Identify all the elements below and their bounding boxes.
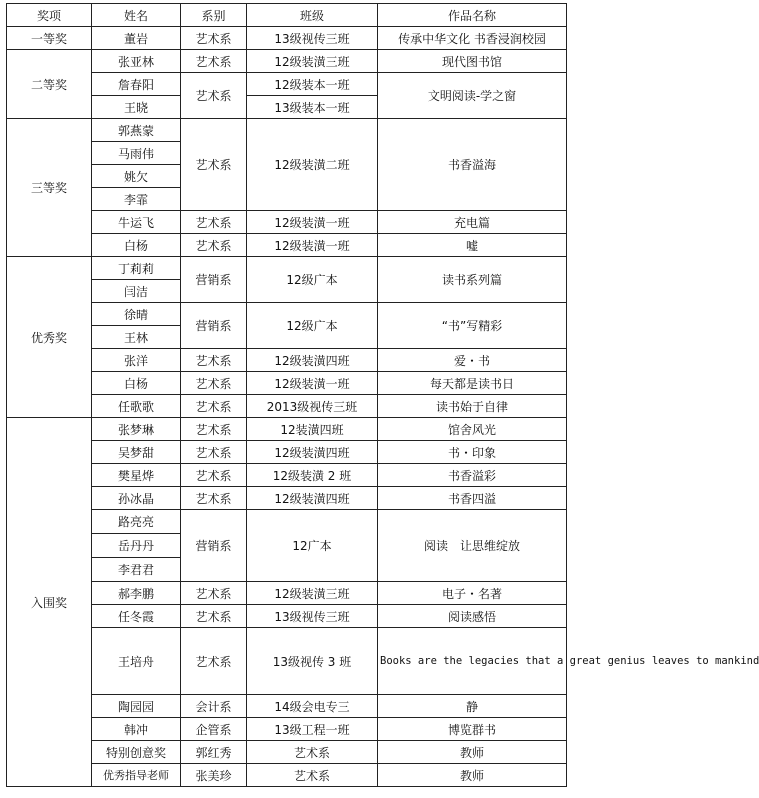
work-cell: 阅读感悟 [378,605,567,628]
dept-cell: 企管系 [181,718,247,741]
name-cell: 路亮亮 [92,510,181,534]
work-cell: 传承中华文化 书香浸润校园 [378,27,567,50]
work-cell: 书香溢彩 [378,464,567,487]
work-cell: 读书系列篇 [378,257,567,303]
name-cell: 樊星烨 [92,464,181,487]
work-cell: 文明阅读-学之窗 [378,73,567,119]
work-cell: 书・印象 [378,441,567,464]
name-cell: 董岩 [92,27,181,50]
class-cell: 12装潢四班 [247,418,378,441]
dept-cell: 艺术系 [181,234,247,257]
dept-cell: 艺术系 [181,441,247,464]
header-award: 奖项 [7,4,92,27]
name-cell: 张洋 [92,349,181,372]
work-cell: 博览群书 [378,718,567,741]
name-cell: 王晓 [92,96,181,119]
dept-cell: 营销系 [181,510,247,582]
dept-cell: 艺术系 [181,487,247,510]
table-row [7,50,567,73]
name-cell: 郭红秀 [181,741,247,764]
class-cell: 教师 [378,741,567,764]
work-cell: 充电篇 [378,211,567,234]
class-cell: 13级工程一班 [247,718,378,741]
dept-cell: 艺术系 [181,395,247,418]
name-cell: 郝李鹏 [92,582,181,605]
work-cell: 馆舍风光 [378,418,567,441]
class-cell: 12级装本一班 [247,73,378,96]
name-cell: 詹春阳 [92,73,181,96]
work-cell: 读书始于自律 [378,395,567,418]
dept-cell: 艺术系 [181,73,247,119]
name-cell: 李霏 [92,188,181,211]
name-cell: 李君君 [92,558,181,582]
name-cell: 张梦琳 [92,418,181,441]
work-cell: 阅读 让思维绽放 [378,510,567,582]
class-cell: 12广本 [247,510,378,582]
award-first: 一等奖 [7,27,92,50]
dept-cell: 艺术系 [247,764,378,787]
dept-cell: 艺术系 [181,349,247,372]
class-cell: 12级装潢三班 [247,50,378,73]
name-cell: 牛运飞 [92,211,181,234]
work-cell: 书香四溢 [378,487,567,510]
dept-cell: 艺术系 [181,50,247,73]
class-cell: 2013级视传三班 [247,395,378,418]
dept-cell: 会计系 [181,695,247,718]
dept-cell: 营销系 [181,257,247,303]
header-name: 姓名 [92,4,181,27]
class-cell: 13级装本一班 [247,96,378,119]
class-cell: 12级广本 [247,257,378,303]
award-third: 三等奖 [7,119,92,257]
dept-cell: 艺术系 [181,464,247,487]
award-special: 特别创意奖 [92,741,181,764]
name-cell: 白杨 [92,372,181,395]
name-cell: 张美珍 [181,764,247,787]
class-cell: 12级装潢三班 [247,582,378,605]
work-cell: 书香溢海 [378,119,567,211]
name-cell: 岳丹丹 [92,534,181,558]
name-cell: 任冬霞 [92,605,181,628]
class-cell: 12级装潢二班 [247,119,378,211]
header-work: 作品名称 [378,4,567,27]
class-cell: 12级装潢一班 [247,234,378,257]
class-cell: 教师 [378,764,567,787]
name-cell: 吴梦甜 [92,441,181,464]
dept-cell: 艺术系 [181,211,247,234]
dept-cell: 艺术系 [181,628,247,695]
work-cell: 电子・名著 [378,582,567,605]
award-finalist: 入围奖 [7,418,92,787]
work-cell: 嘘 [378,234,567,257]
name-cell: 闫洁 [92,280,181,303]
table-row [7,27,567,50]
name-cell: 张亚林 [92,50,181,73]
work-cell: 现代图书馆 [378,50,567,73]
header-row [7,4,567,27]
award-teacher: 优秀指导老师 [92,764,181,787]
name-cell: 徐晴 [92,303,181,326]
name-cell: 姚欠 [92,165,181,188]
dept-cell: 艺术系 [181,119,247,211]
dept-cell: 艺术系 [181,27,247,50]
dept-cell: 艺术系 [181,605,247,628]
name-cell: 韩冲 [92,718,181,741]
award-table [6,3,759,787]
table-row [7,119,567,142]
table-row [7,257,567,280]
name-cell: 陶园园 [92,695,181,718]
name-cell: 丁莉莉 [92,257,181,280]
class-cell: 13级视传 3 班 [247,628,378,695]
class-cell: 12级装潢 2 班 [247,464,378,487]
work-cell: “书”写精彩 [378,303,567,349]
class-cell: 12级装潢一班 [247,211,378,234]
class-cell: 12级装潢四班 [247,441,378,464]
name-cell: 马雨伟 [92,142,181,165]
work-cell: 静 [378,695,567,718]
dept-cell: 营销系 [181,303,247,349]
name-cell: 白杨 [92,234,181,257]
header-dept: 系别 [181,4,247,27]
class-cell: 14级会电专三 [247,695,378,718]
name-cell: 郭燕蒙 [92,119,181,142]
name-cell: 孙冰晶 [92,487,181,510]
name-cell: 王培舟 [92,628,181,695]
award-second: 二等奖 [7,50,92,119]
header-class: 班级 [247,4,378,27]
name-cell: 任歌歌 [92,395,181,418]
work-cell: 每天都是读书日 [378,372,567,395]
dept-cell: 艺术系 [181,582,247,605]
dept-cell: 艺术系 [247,741,378,764]
table-row [7,418,567,441]
work-cell: 爱・书 [378,349,567,372]
dept-cell: 艺术系 [181,372,247,395]
class-cell: 13级视传三班 [247,27,378,50]
dept-cell: 艺术系 [181,418,247,441]
work-cell: Books are the legacies that a great genius leaves to mankind [378,628,567,695]
class-cell: 12级装潢四班 [247,487,378,510]
name-cell: 王林 [92,326,181,349]
class-cell: 13级视传三班 [247,605,378,628]
class-cell: 12级装潢一班 [247,372,378,395]
class-cell: 12级装潢四班 [247,349,378,372]
award-excellent: 优秀奖 [7,257,92,418]
class-cell: 12级广本 [247,303,378,349]
